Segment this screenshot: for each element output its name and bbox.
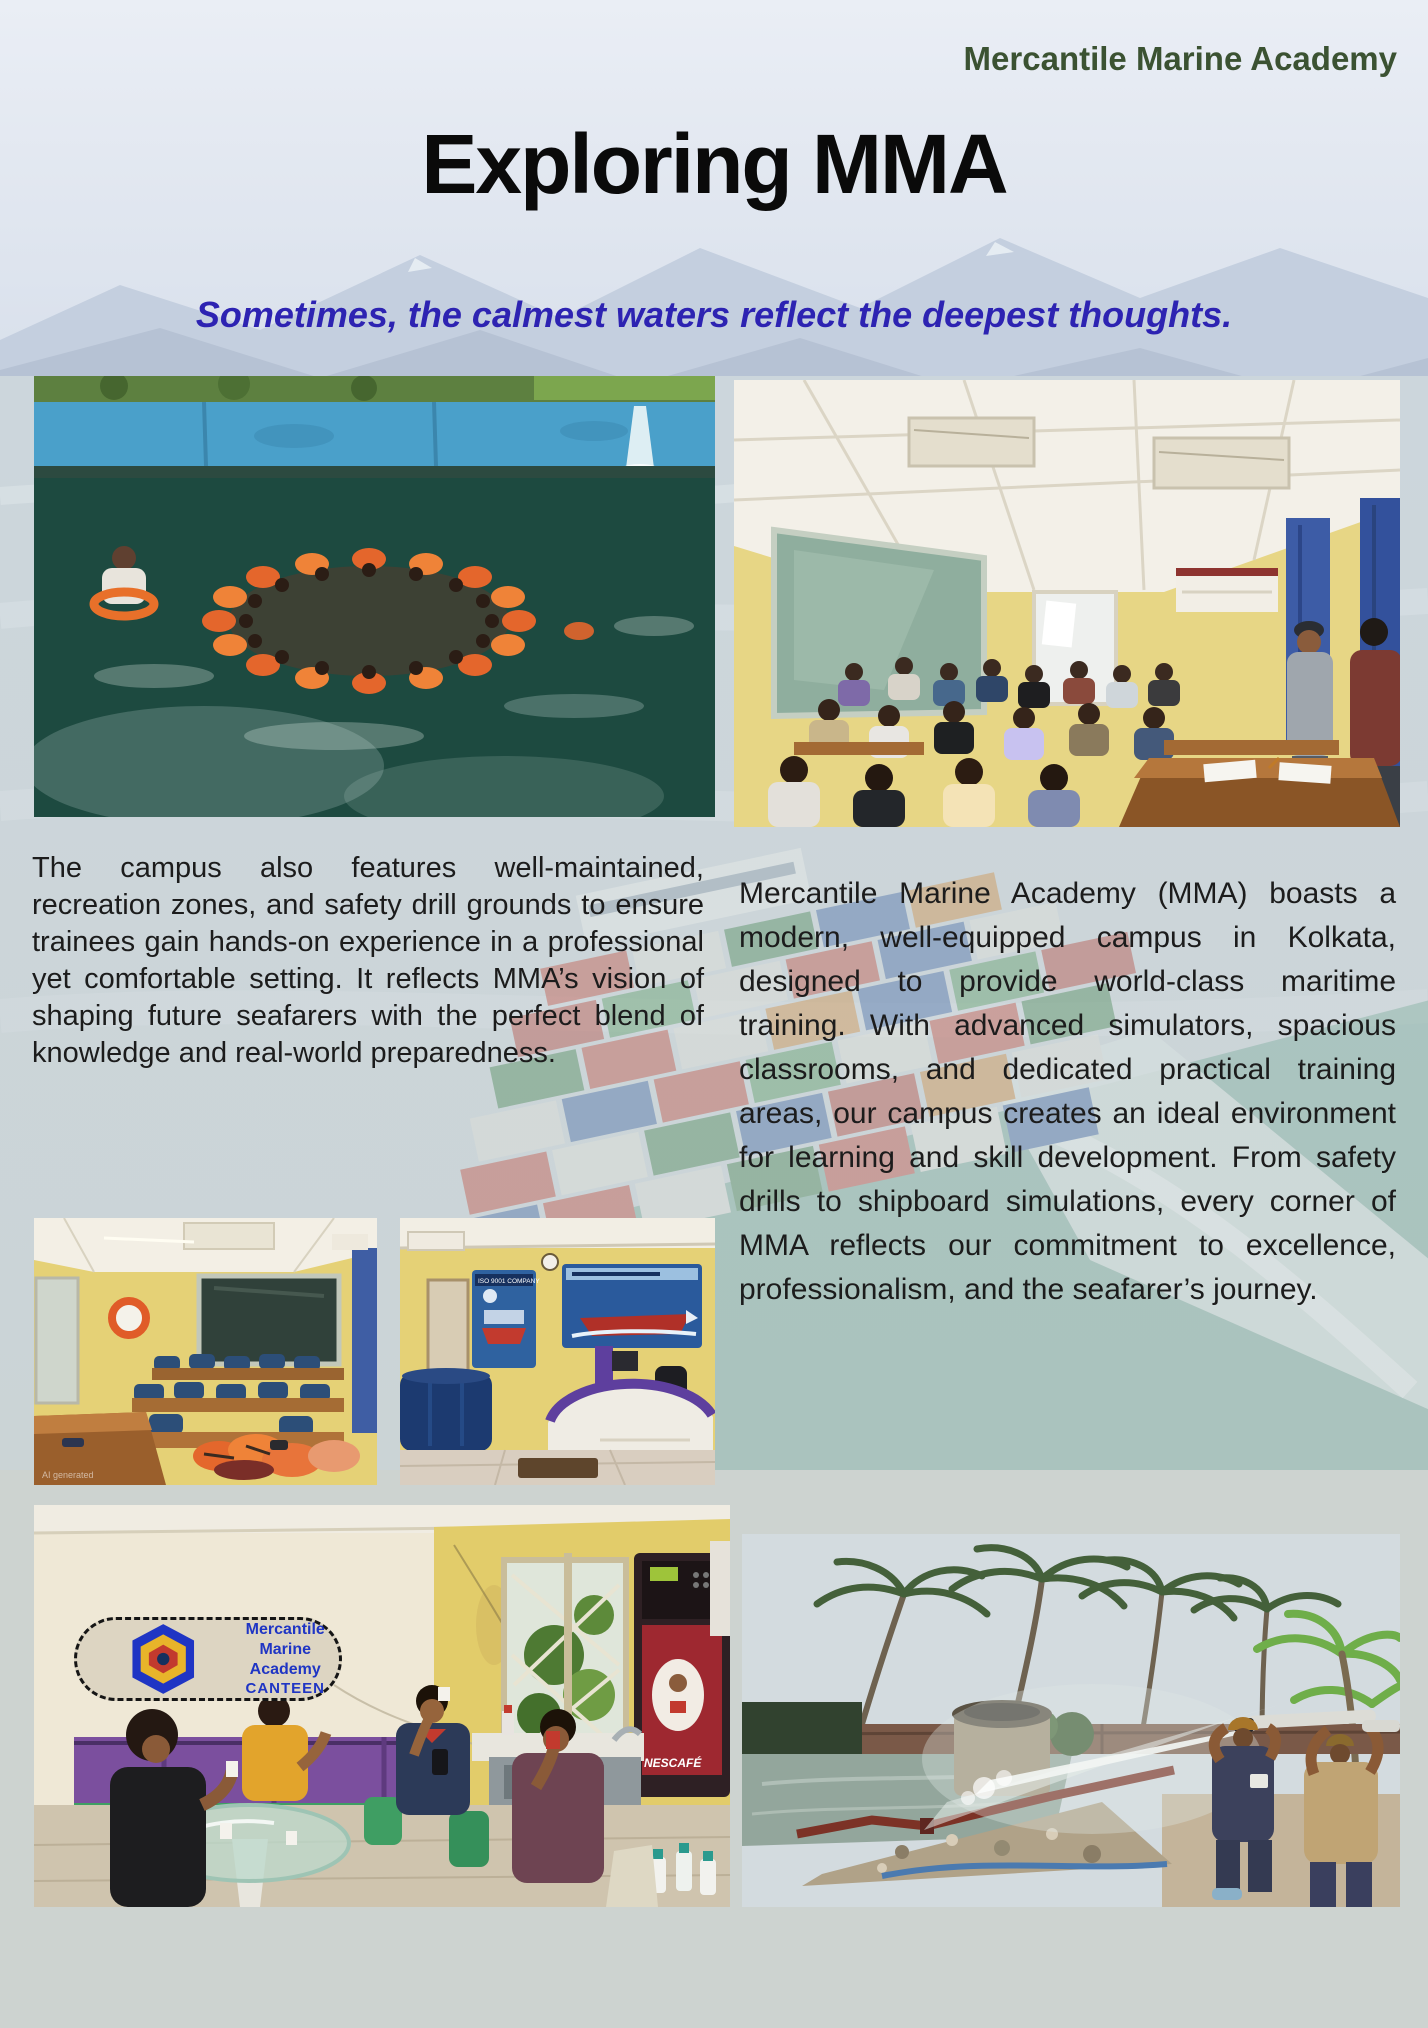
mma-logo-icon (91, 1620, 235, 1698)
tagline: Sometimes, the calmest waters reflect the deepest thoughts. (195, 294, 1233, 335)
nescafe-label: NESCAFÉ (644, 1756, 702, 1770)
reception-scene (400, 1218, 715, 1485)
classroom-scene (734, 380, 1400, 827)
ai-watermark: AI generated (42, 1470, 94, 1480)
classroom-session-photo (734, 380, 1400, 827)
page-title: Exploring MMA (421, 117, 1007, 211)
iso-poster (472, 1270, 540, 1368)
canteen-sign-line1: Mercantile Marine Academy (245, 1620, 325, 1678)
ship-poster (562, 1264, 702, 1348)
sofa (400, 1368, 492, 1451)
fire-drill-photo (742, 1534, 1400, 1907)
canteen-photo (34, 1505, 730, 1907)
canteen-sign (74, 1617, 342, 1701)
pool-scene (34, 376, 715, 817)
classroom-lifejackets-photo (34, 1218, 377, 1485)
iso-poster-label: ISO 9001 COMPANY (478, 1278, 540, 1285)
brand-header: Mercantile Marine Academy (963, 40, 1397, 77)
reception-photo (400, 1218, 715, 1485)
fire-drill-scene (742, 1534, 1400, 1907)
paragraph-campus-features: The campus also features well-maintained, recreation zones, and safety drill grounds to ensure trainees gain hands-on experience in a professional yet comfortable setting. It reflects MMA’s vision of shaping future seafarers with the perfect blend of knowledge and real-world preparedness. (32, 852, 704, 1069)
canteen-sign-line2: CANTEEN (245, 1679, 325, 1697)
canteen-scene (34, 1505, 730, 1907)
canteen-sign-text (245, 1620, 325, 1699)
classroom2-scene (34, 1218, 377, 1485)
paragraph-campus-overview: Mercantile Marine Academy (MMA) boasts a modern, well-equipped campus in Kolkata, designed to provide world-class maritime training. With advanced simulators, spacious classrooms, and dedicated practical training areas, our campus creates an ideal environment for learning and skill development. From safety drills to shipboard simulations, every corner of MMA reflects our commitment to excellence, professionalism, and the seafarer’s journey. (739, 877, 1396, 1306)
pool-safety-drill-photo (34, 376, 715, 817)
